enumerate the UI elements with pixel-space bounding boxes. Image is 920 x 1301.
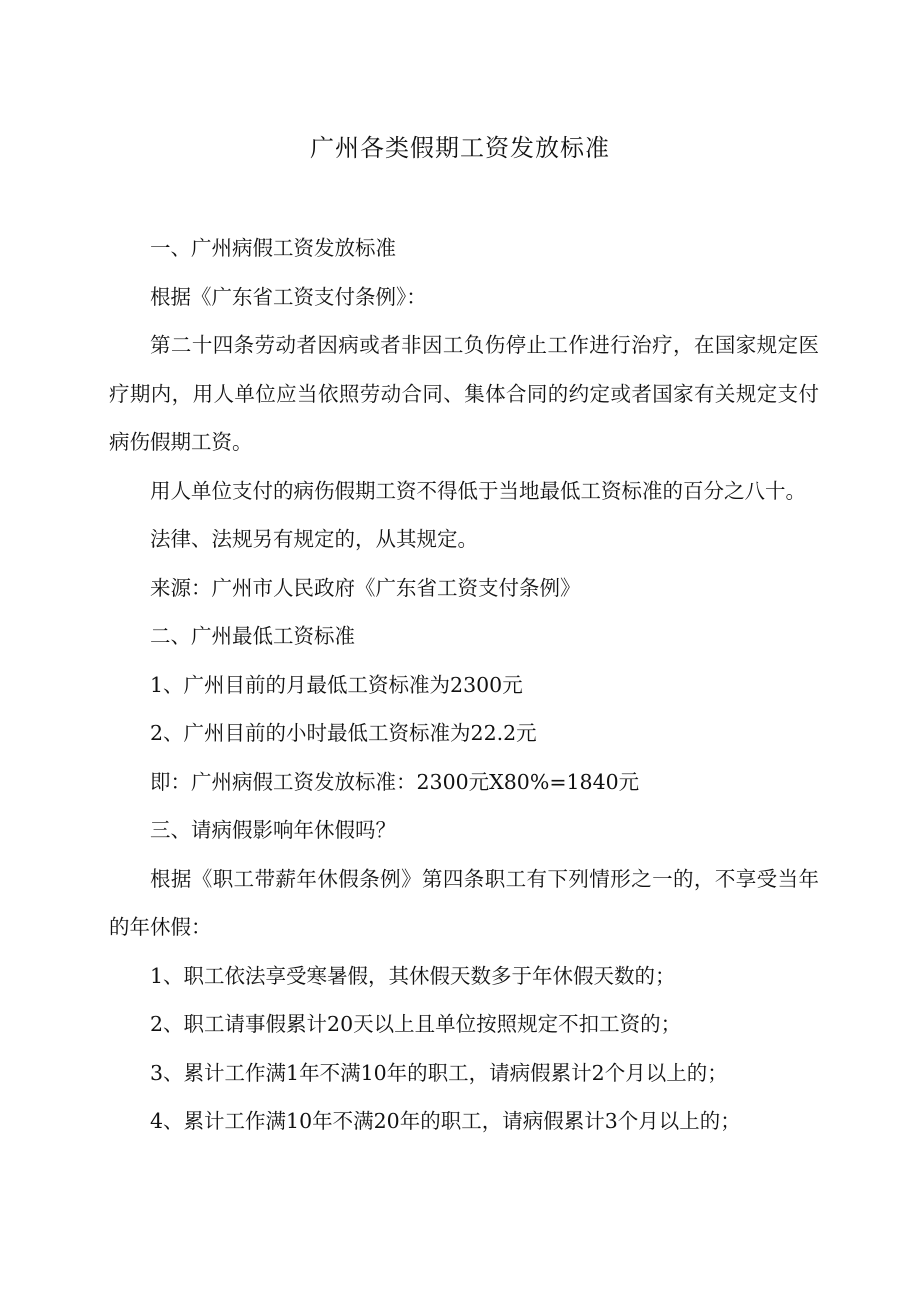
- list-item-vacation: 1、职工依法享受寒暑假，其休假天数多于年休假天数的；: [150, 963, 676, 988]
- list-item-sick-leave-2-months: 3、累计工作满1年不满10年的职工，请病假累计2个月以上的；: [150, 1060, 728, 1085]
- paragraph-article-4: 根据《职工带薪年休假条例》第四条职工有下列情形之一的，不享受当年的年休假：: [109, 866, 819, 939]
- document-body: [109, 224, 819, 1146]
- paragraph-other-provisions: 法律、法规另有规定的，从其规定。: [150, 527, 478, 551]
- paragraph-calculation: 即：广州病假工资发放标准：2300元X80%=1840元: [150, 769, 640, 794]
- section-heading-sick-leave: 一、广州病假工资发放标准: [150, 236, 396, 260]
- list-item-hourly-wage: 2、广州目前的小时最低工资标准为22.2元: [150, 721, 537, 745]
- paragraph-regulation-reference: 根据《广东省工资支付条例》：: [150, 284, 427, 309]
- paragraph-source: 来源：广州市人民政府《广东省工资支付条例》: [150, 575, 581, 600]
- paragraph-article-24: 第二十四条劳动者因病或者非因工负伤停止工作进行治疗，在国家规定医疗期内，用人单位应当依照劳动合同、集体合同的约定或者国家有关规定支付病伤假期工资。: [109, 333, 819, 454]
- paragraph-minimum-percentage: 用人单位支付的病伤假期工资不得低于当地最低工资标准的百分之八十。: [150, 478, 806, 503]
- list-item-personal-leave: 2、职工请事假累计20天以上且单位按照规定不扣工资的；: [150, 1012, 682, 1036]
- document-title: 广州各类假期工资发放标准: [310, 134, 610, 162]
- list-item-monthly-wage: 1、广州目前的月最低工资标准为2300元: [150, 672, 523, 697]
- section-heading-minimum-wage: 二、广州最低工资标准: [150, 624, 355, 648]
- section-heading-annual-leave: 三、请病假影响年休假吗？: [150, 818, 396, 842]
- list-item-sick-leave-3-months: 4、累计工作满10年不满20年的职工，请病假累计3个月以上的；: [150, 1109, 741, 1133]
